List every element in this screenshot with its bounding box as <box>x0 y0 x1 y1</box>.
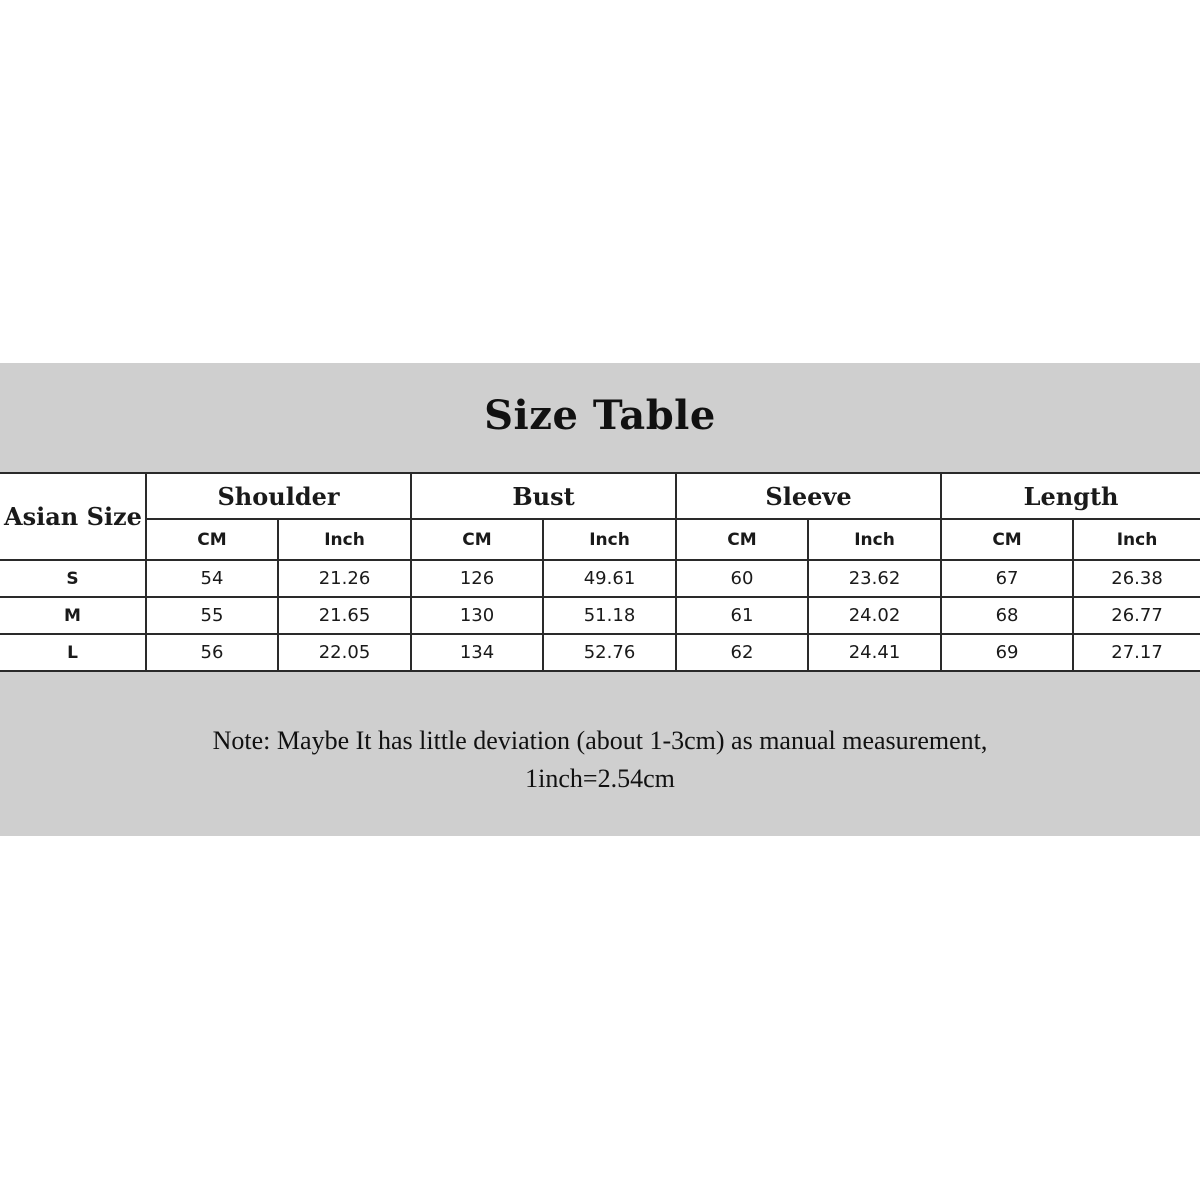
length-cm-cell: 69 <box>941 634 1073 671</box>
table-row <box>0 634 1200 671</box>
shoulder-cm-cell: 55 <box>146 597 278 634</box>
unit-inch-header: Inch <box>543 519 676 560</box>
shoulder-cm-cell: 54 <box>146 560 278 597</box>
table-row <box>0 560 1200 597</box>
header-row-groups <box>0 473 1200 519</box>
length-cm-cell: 67 <box>941 560 1073 597</box>
sleeve-inch-cell: 24.41 <box>808 634 941 671</box>
unit-inch-header: Inch <box>278 519 411 560</box>
size-cell: S <box>0 560 146 597</box>
length-cm-cell: 68 <box>941 597 1073 634</box>
length-inch-cell: 27.17 <box>1073 634 1200 671</box>
length-inch-cell: 26.38 <box>1073 560 1200 597</box>
shoulder-inch-cell: 21.26 <box>278 560 411 597</box>
unit-cm-header: CM <box>941 519 1073 560</box>
bust-header: Bust <box>411 473 676 519</box>
size-cell: L <box>0 634 146 671</box>
shoulder-inch-cell: 21.65 <box>278 597 411 634</box>
unit-inch-header: Inch <box>1073 519 1200 560</box>
length-header: Length <box>941 473 1200 519</box>
sleeve-cm-cell: 62 <box>676 634 808 671</box>
sleeve-cm-cell: 61 <box>676 597 808 634</box>
measurement-note <box>0 722 1200 798</box>
sleeve-cm-cell: 60 <box>676 560 808 597</box>
length-inch-cell: 26.77 <box>1073 597 1200 634</box>
bust-cm-cell: 126 <box>411 560 543 597</box>
size-cell: M <box>0 597 146 634</box>
unit-inch-header: Inch <box>808 519 941 560</box>
note-line-1: Note: Maybe It has little deviation (about 1-3cm) as manual measurement, <box>212 726 988 755</box>
asian-size-header: Asian Size <box>0 473 146 560</box>
shoulder-inch-cell: 22.05 <box>278 634 411 671</box>
note-line-2: 1inch=2.54cm <box>525 764 675 793</box>
unit-cm-header: CM <box>676 519 808 560</box>
sleeve-inch-cell: 24.02 <box>808 597 941 634</box>
header-row-units <box>0 519 1200 560</box>
sleeve-header: Sleeve <box>676 473 941 519</box>
page-title: Size Table <box>484 392 716 439</box>
bust-inch-cell: 52.76 <box>543 634 676 671</box>
unit-cm-header: CM <box>146 519 278 560</box>
table-row <box>0 597 1200 634</box>
sleeve-inch-cell: 23.62 <box>808 560 941 597</box>
bust-cm-cell: 130 <box>411 597 543 634</box>
bust-inch-cell: 49.61 <box>543 560 676 597</box>
shoulder-cm-cell: 56 <box>146 634 278 671</box>
unit-cm-header: CM <box>411 519 543 560</box>
shoulder-header: Shoulder <box>146 473 411 519</box>
bust-cm-cell: 134 <box>411 634 543 671</box>
size-table <box>0 472 1200 672</box>
bust-inch-cell: 51.18 <box>543 597 676 634</box>
